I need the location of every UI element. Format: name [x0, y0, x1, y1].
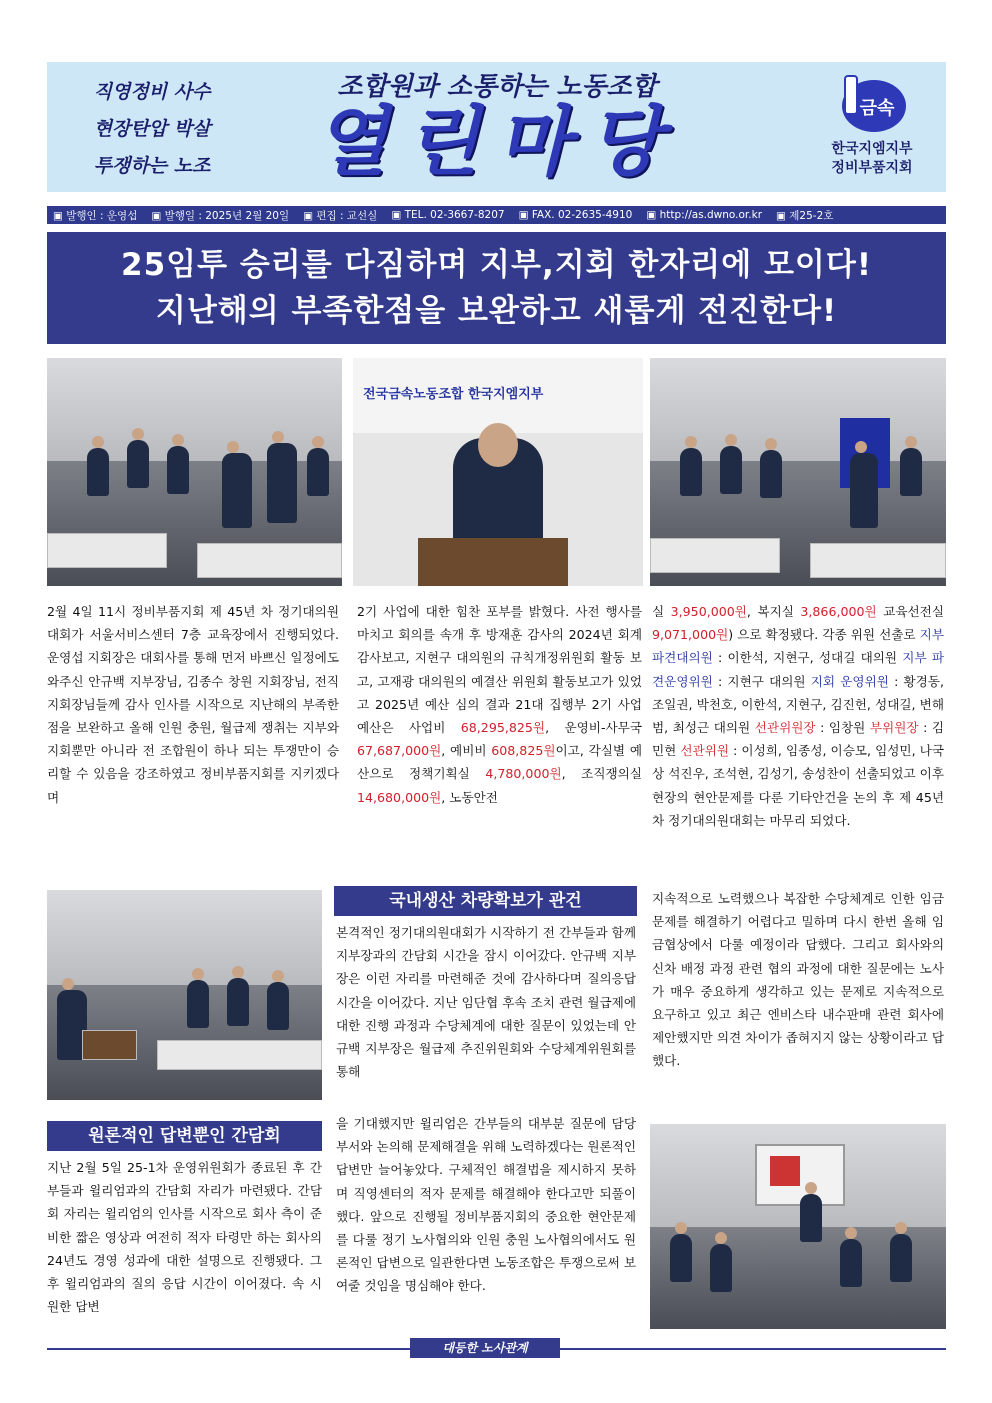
section-heading-vehicle: 국내생산 차량확보가 관건	[334, 886, 637, 916]
photo-presentation	[650, 1124, 946, 1329]
value-education-budget: 9,071,000원	[652, 627, 729, 643]
footer-tagline: 대등한 노사관계	[410, 1338, 560, 1358]
article1-column-1: 2월 4일 11시 정비부품지회 제 45년 차 정기대의원 대회가 서울서비스센터 7층 교육장에서 진행되었다. 운영섭 지회장은 대회사를 통해 먼저 바쁘신 일정에도 와주신 안규백 지부장님, 김종수 창원 지회장님, 전직 지회장님들께 감사 인사를 시작으로 지난해의 부족한 점을 보완하고 올해 인원 충원, 월급제 쟁취는 지부와 지회뿐만 아니라 전 조합원이 하나 되는 투쟁만이 승리할 수 있음을 강조하였고 정비부품지회를 지키겠다며	[47, 604, 339, 805]
website-link[interactable]: ▣ http://as.dwno.or.kr	[646, 209, 762, 221]
banner-text: 전국금속노동조합 한국지엠지부	[363, 387, 544, 402]
main-headline	[47, 232, 946, 344]
editor: ▣ 편집 : 교선실	[303, 208, 377, 223]
section3-column-left: 지난 2월 5일 25-1차 운영위원회가 종료된 후 간부들과 윌리엄과의 간담회 자리가 마련됐다. 간담회 자리는 윌리엄의 인사를 시작으로 회사 측이 준비한 짧은 영상과 여전히 적자 타령만 하는 회사의 24년도 경영 성과에 대한 설명으로 진행됐다. 그 후 윌리엄과의 질의 응답 시간이 이어졌다. 속 시원한 답변	[47, 1160, 322, 1315]
logo-text: 금속	[859, 98, 895, 119]
value-project-budget: 68,295,825원	[460, 720, 546, 736]
slogan-box	[57, 74, 247, 185]
value-policy-budget: 4,780,000원	[485, 766, 562, 782]
headline-line-2: 지난해의 부족한점을 보완하고 새롭게 전진한다!	[155, 293, 838, 329]
photo-speaker-podium	[353, 358, 643, 586]
section2-column-middle: 본격적인 정기대의원대회가 시작하기 전 간부들과 함께 지부장과의 간담회 시간을 잠시 이어갔다. 안규백 지부장은 이런 자리를 마련해준 것에 감사하다며 질의응답 시간을 이어갔다. 지난 임단협 후속 조치 관련 월급제에 대한 진행 과정과 수당체계에 대한 질문이 있었는데 안규백 지부장은 월급제 추진위원회와 수당체계위원회를 통해	[336, 925, 636, 1080]
org-line-1: 한국지엠지부	[831, 141, 913, 157]
value-welfare-budget: 3,866,000원	[800, 604, 877, 619]
slogan-1: 직영정비 사수	[93, 81, 211, 103]
org-line-2: 정비부품지회	[831, 160, 913, 176]
org-name	[807, 140, 937, 178]
union-logo-icon	[837, 72, 907, 136]
slogan-2: 현장탄압 박살	[93, 118, 211, 140]
publisher: ▣ 발행인 : 운영섭	[53, 208, 137, 223]
masthead	[47, 62, 946, 192]
section3-column-middle: 을 기대했지만 윌리엄은 간부들의 대부분 질문에 담당 부서와 논의해 문제해결을 위해 노력하겠다는 원론적인 답변만 늘어놓았다. 구체적인 해결법을 제시하지 못하며 직영센터의 적자 문제를 해결해야 한다고만 되풀이했다. 앞으로 진행될 정비부품지회의 중요한 현안문제를 다룰 정기 노사협의와 인원 충원 노사협의에서도 원론적인 답변으로 일관한다면 노동조합은 투쟁으로써 보여줄 것임을 명심해야 한다.	[336, 1116, 636, 1294]
value-reserve-budget: 608,825원	[491, 743, 556, 759]
article1-column-2: 2기 사업에 대한 힘찬 포부를 밝혔다. 사전 행사를 마치고 회의를 속개 후 방재훈 감사의 2024년 회계감사보고, 지현구 대의원의 규칙개정위원회 활동 보고, 고재광 대의원의 예결산 위원회 활동보고가 있었고 2025년 예산 심의 결과 21대 집행부 2기 사업 예산은 사업비 68,295,825원, 운영비-사무국 67,687,000원, 예비비 608,825원이고, 각실별 예산으로 정책기획실 4,780,000원, 조직쟁의실 14,680,000원, 노동안전	[357, 604, 642, 805]
value-safety-budget: 3,950,000원	[670, 604, 747, 619]
value-operating-budget: 67,687,000원	[357, 743, 442, 759]
publication-info-bar	[47, 206, 946, 224]
article1-column-3: 실 3,950,000원, 복지실 3,866,000원 교육선전실 9,071,000원) 으로 확정됐다. 각종 위원 선출로 지부 파견대의원 : 이한석, 지현구, 성대길 대의원 지부 파견운영위원 : 지현구 대의원 지회 운영위원 : 황경동, 조일권, 박천호, 이한석, 지현구, 김진헌, 성대길, 변해범, 최성근 대의원 선관위원장 : 임창원 부위원장 : 김민현 선관위원 : 이성희, 임종성, 이승모, 임성민, 나국상 석진우, 조석현, 김성기, 송성찬이 선출되었고 이후 현장의 현안문제를 다룬 기타안건을 논의 후 제 45년 차 정기대의원대회는 마무리 되었다.	[652, 604, 945, 828]
section2-column-right: 지속적으로 노력했으나 복잡한 수당체계로 인한 임금 문제를 해결하기 어렵다고 밀하며 다시 한번 올해 임금협상에서 다룰 예정이라 답했다. 그리고 회사와의 신차 배정 과정 관련 협의 과정에 대한 질문에는 노사가 매우 중요하게 생각하고 있는 문제로 지속적으로 요구하고 있고 최근 엔비스타 내수판매 관련 회사에 제안했지만 의견 차이가 좁혀지지 않는 상황이라고 답했다.	[652, 891, 944, 1069]
photo-meeting-salute	[47, 358, 342, 586]
slogan-3: 투쟁하는 노조	[93, 155, 211, 177]
photo-meeting-speech	[650, 358, 946, 586]
value-organizing-budget: 14,680,000원	[357, 789, 442, 805]
newsletter-title: 열린마당	[314, 97, 680, 186]
photo-meeting-room	[47, 890, 322, 1100]
publish-date: ▣ 발행일 : 2025년 2월 20일	[151, 208, 289, 223]
telephone: ▣ TEL. 02-3667-8207	[391, 209, 504, 221]
issue-number: ▣ 제25-2호	[776, 208, 833, 223]
masthead-subtitle: 조합원과 소통하는 노동조합	[337, 72, 657, 102]
fax: ▣ FAX. 02-2635-4910	[519, 209, 633, 221]
section-heading-meeting: 원론적인 답변뿐인 간담회	[47, 1121, 322, 1151]
headline-line-1: 25임투 승리를 다짐하며 지부,지회 한자리에 모이다!	[121, 247, 872, 283]
